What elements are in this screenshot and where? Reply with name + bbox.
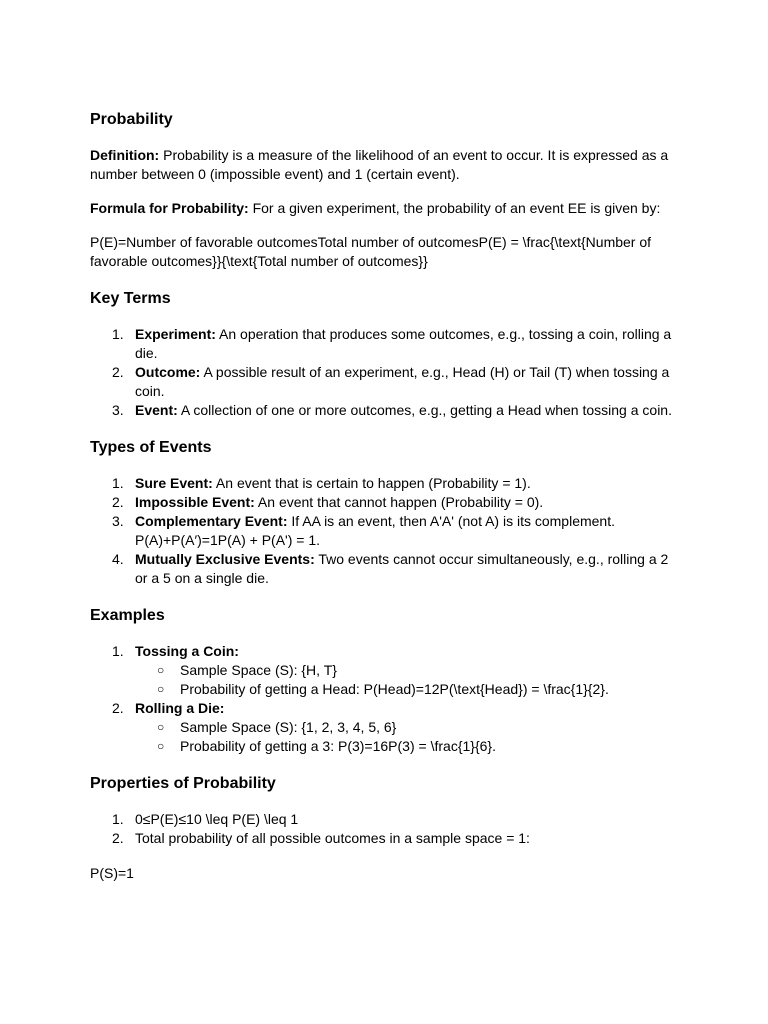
section-title-key-terms: Key Terms	[90, 290, 171, 307]
term-label: Event:	[135, 402, 178, 418]
formula-paragraph	[90, 199, 682, 218]
examples-list	[90, 642, 682, 756]
term-label: Outcome:	[135, 364, 201, 380]
list-item	[90, 401, 682, 420]
list-number: 2.	[112, 700, 124, 716]
list-number: 2.	[112, 364, 124, 380]
document-content	[90, 110, 682, 883]
list-number: 2.	[112, 494, 124, 510]
event-label: Impossible Event:	[135, 494, 255, 510]
sublist-text: Sample Space (S): {1, 2, 3, 4, 5, 6}	[180, 719, 397, 735]
hollow-bullet-icon: ○	[157, 720, 165, 734]
formula-label: Formula for Probability:	[90, 200, 249, 216]
list-item	[90, 325, 682, 363]
hollow-bullet-icon: ○	[157, 663, 165, 677]
term-label: Experiment:	[135, 326, 216, 342]
list-number: 1.	[112, 643, 124, 659]
example-label: Rolling a Die:	[135, 700, 225, 716]
event-text: An event that is certain to happen (Probability = 1).	[212, 475, 531, 491]
term-text: A collection of one or more outcomes, e.g., getting a Head when tossing a coin.	[177, 402, 672, 418]
definition-label: Definition:	[90, 147, 160, 163]
list-item	[90, 829, 682, 848]
sublist-item	[135, 661, 682, 680]
sublist-item	[135, 680, 682, 699]
sublist-text: Probability of getting a 3: P(3)=16P(3) = \frac{1}{6}.	[180, 738, 496, 754]
property-text: Total probability of all possible outcomes in a sample space = 1:	[135, 830, 530, 846]
example-sublist	[135, 661, 682, 699]
list-number: 3.	[112, 402, 124, 418]
list-item	[90, 512, 682, 550]
section-title-types-of-events: Types of Events	[90, 439, 212, 456]
term-text: An operation that produces some outcomes, e.g., tossing a coin, rolling a die.	[135, 326, 672, 361]
event-label: Sure Event:	[135, 475, 213, 491]
sublist-text: Probability of getting a Head: P(Head)=12P(\text{Head}) = \frac{1}{2}.	[180, 681, 609, 697]
final-equation: P(S)=1	[90, 865, 134, 881]
list-item	[90, 474, 682, 493]
sublist-text: Sample Space (S): {H, T}	[180, 662, 337, 678]
list-number: 1.	[112, 326, 124, 342]
event-text: An event that cannot happen (Probability = 0).	[254, 494, 544, 510]
formula-expression: P(E)=Number of favorable outcomesTotal number of outcomesP(E) = \frac{\text{Number of favorable outcomes}}{\text{Total number of outcomes}}	[90, 234, 652, 269]
list-number: 2.	[112, 830, 124, 846]
key-terms-list	[90, 325, 682, 420]
list-item	[90, 550, 682, 588]
formula-text: For a given experiment, the probability of an event EE is given by:	[248, 200, 661, 216]
list-number: 1.	[112, 475, 124, 491]
property-text: 0≤P(E)≤10 \leq P(E) \leq 1	[135, 811, 299, 827]
section-title-properties: Properties of Probability	[90, 775, 276, 792]
list-number: 4.	[112, 551, 124, 567]
properties-list	[90, 810, 682, 848]
sublist-item	[135, 737, 682, 756]
event-text: If AA is an event, then A'A' (not A) is its complement. P(A)+P(A′)=1P(A) + P(A') = 1.	[135, 513, 615, 548]
definition-paragraph	[90, 146, 682, 184]
list-item	[90, 642, 682, 699]
list-item	[90, 810, 682, 829]
event-label: Mutually Exclusive Events:	[135, 551, 315, 567]
definition-text: Probability is a measure of the likelihood of an event to occur. It is expressed as a number between 0 (impossible event) and 1 (certain event).	[90, 147, 669, 182]
page-title: Probability	[90, 111, 173, 128]
term-text: A possible result of an experiment, e.g., Head (H) or Tail (T) when tossing a coin.	[135, 364, 670, 399]
list-number: 3.	[112, 513, 124, 529]
event-label: Complementary Event:	[135, 513, 288, 529]
example-sublist	[135, 718, 682, 756]
list-item	[90, 363, 682, 401]
list-item	[90, 493, 682, 512]
section-title-examples: Examples	[90, 607, 165, 624]
types-of-events-list	[90, 474, 682, 588]
list-item	[90, 699, 682, 756]
sublist-item	[135, 718, 682, 737]
event-text: Two events cannot occur simultaneously, e.g., rolling a 2 or a 5 on a single die.	[135, 551, 669, 586]
hollow-bullet-icon: ○	[157, 739, 165, 753]
list-number: 1.	[112, 811, 124, 827]
hollow-bullet-icon: ○	[157, 682, 165, 696]
example-label: Tossing a Coin:	[135, 643, 239, 659]
